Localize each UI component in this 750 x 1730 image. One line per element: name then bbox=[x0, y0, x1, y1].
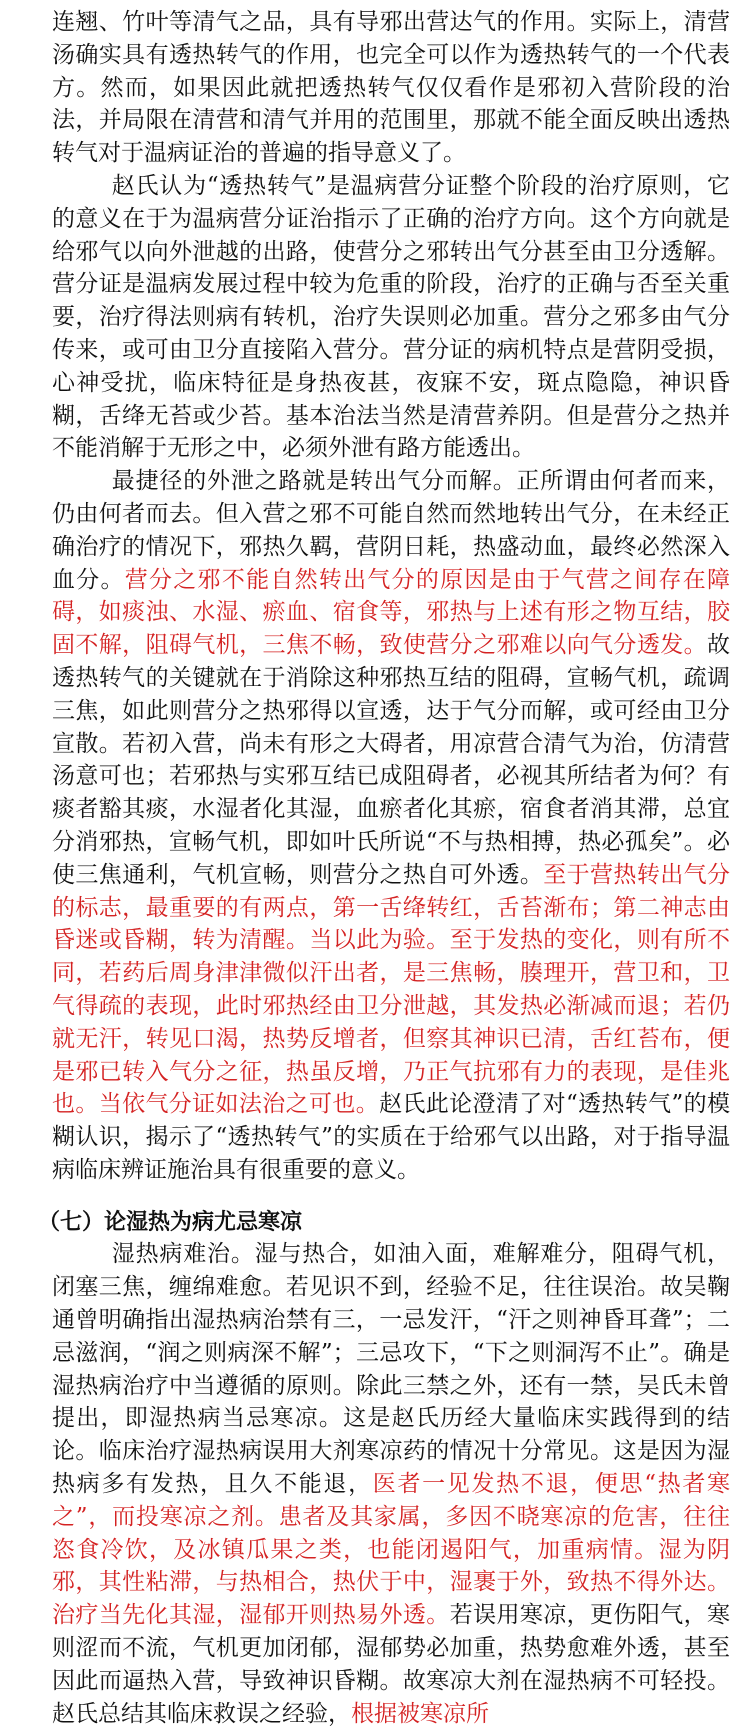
text-run: 故透热转气的关键就在于消除这种邪热互结的阻碍，宣畅气机，疏调三焦，如此则营分之热邪得以宣透，达于气分而解，或可经由卫分宣散。若初入营，尚未有形之大碍者，用凉营合清气为治，仿清营汤意可也；若邪热与实邪互结已成阻碍者，必视其所结者为何？有痰者豁其痰，水湿者化其湿，血瘀者化其瘀，宿食者消其滞，总宜分消邪热，宣畅气机，即如叶氏所说“不与热相搏，热必孤矣”。必使三焦通利，气机宣畅，则营分之热自可外透。 bbox=[52, 632, 730, 888]
paragraph bbox=[52, 6, 730, 170]
paragraph bbox=[52, 170, 730, 465]
section-heading: （七）论湿热为病尤忌寒凉 bbox=[38, 1208, 303, 1235]
text-run: 最捷径的外泄之路就是转出气分而解。正所谓由何者而来，仍由何者而去。但入营之邪不可能自然而然地转出气分，在未经正确治疗的情况下，邪热久羁，营阴日耗，热盛动血，最终必然深入血分。 bbox=[52, 468, 730, 593]
text-run: 湿热病难治。湿与热合，如油入面，难解难分，阻碍气机，闭塞三焦，缠绵难愈。若见识不到，经验不足，往往误治。故吴鞠通曾明确指出湿热病治禁有三，一忌发汗，“汗之则神昏耳聋”；二忌滋润，“润之则病深不解”；三忌攻下，“下之则洞泻不止”。确是湿热病治疗中当遵循的原则。除此三禁之外，还有一禁，吴氏未曾提出，即湿热病当忌寒凉。这是赵氏历经大量临床实践得到的结论。临床治疗湿热病误用大剂寒凉药的情况十分常见。这是因为湿热病多有发热，且久不能退， bbox=[52, 1241, 730, 1498]
highlighted-text-run: 营分之邪不能自然转出气分的原因是由于气营之间存在障碍，如痰浊、水湿、瘀血、宿食等，邪热与上述有形之物互结，胶固不解，阻碍气机，三焦不畅，致使营分之邪难以向气分透发。 bbox=[52, 566, 731, 659]
paragraph bbox=[52, 1238, 730, 1730]
paragraph bbox=[52, 465, 730, 1187]
text-run: 赵氏此论澄清了对“透热转气”的模糊认识，揭示了“透热转气”的实质在于给邪气以出路，对于指导温病临床辨证施治具有很重要的意义。 bbox=[52, 1091, 730, 1183]
text-run: 若误用寒凉，更伤阳气，寒则涩而不流，气机更加闭郁，湿郁势必加重，热势愈难外透，甚至因此而逼热入营，导致神识昏糊。故寒凉大剂在湿热病不可轻投。赵氏总结其临床救误之经验， bbox=[52, 1602, 731, 1727]
text-run: 连翘、竹叶等清气之品，具有导邪出营达气的作用。实际上，清营汤确实具有透热转气的作用，也完全可以作为透热转气的一个代表方。然而，如果因此就把透热转气仅仅看作是邪初入营阶段的治法，并局限在清营和清气并用的范围里，那就不能全面反映出透热转气对于温病证治的普遍的指导意义了。 bbox=[52, 9, 730, 167]
highlighted-text-run: 根据被寒凉所 bbox=[351, 1700, 489, 1727]
text-run: 赵氏认为“透热转气”是温病营分证整个阶段的治疗原则，它的意义在于为温病营分证治指示了正确的治疗方向。这个方向就是给邪气以向外泄越的出路，使营分之邪转出气分甚至由卫分透解。营分证是温病发展过程中较为危重的阶段，治疗的正确与否至关重要，治疗得法则病有转机，治疗失误则必加重。营分之邪多由气分传来，或可由卫分直接陷入营分。营分证的病机特点是营阴受损，心神受扰，临床特征是身热夜甚，夜寐不安，斑点隐隐，神识昏糊，舌绛无苔或少苔。基本治法当然是清营养阴。但是营分之热并不能消解于无形之中，必须外泄有路方能透出。 bbox=[52, 172, 730, 462]
body-text-section-2 bbox=[52, 1238, 730, 1730]
highlighted-text-run: 至于营热转出气分的标志，最重要的有两点，第一舌绛转红，舌苔渐布；第二神志由昏迷或昏糊，转为清醒。当以此为验。至于发热的变化，则有所不同，若药后周身津津微似汗出者，是三焦畅，腠理开，营卫和，卫气得疏的表现，此时邪热经由卫分泄越，其发热必渐减而退；若仍就无汗，转见口渴，热势反增者，但察其神识已清，舌红苔布，便是邪已转入气分之征，热虽反增，乃正气抗邪有力的表现，是佳兆也。当依气分证如法治之可也。 bbox=[52, 861, 731, 1118]
highlighted-text-run: 医者一见发热不退，便思“热者寒之”，而投寒凉之剂。患者及其家属，多因不晓寒凉的危害，往往恣食冷饮，及冰镇瓜果之类，也能闭遏阳气，加重病情。湿为阴邪，其性粘滞，与热相合，热伏于中，湿裹于外，致热不得外达。治疗当先化其湿，湿郁开则热易外透。 bbox=[52, 1471, 730, 1629]
body-text-section-1 bbox=[52, 6, 730, 1187]
